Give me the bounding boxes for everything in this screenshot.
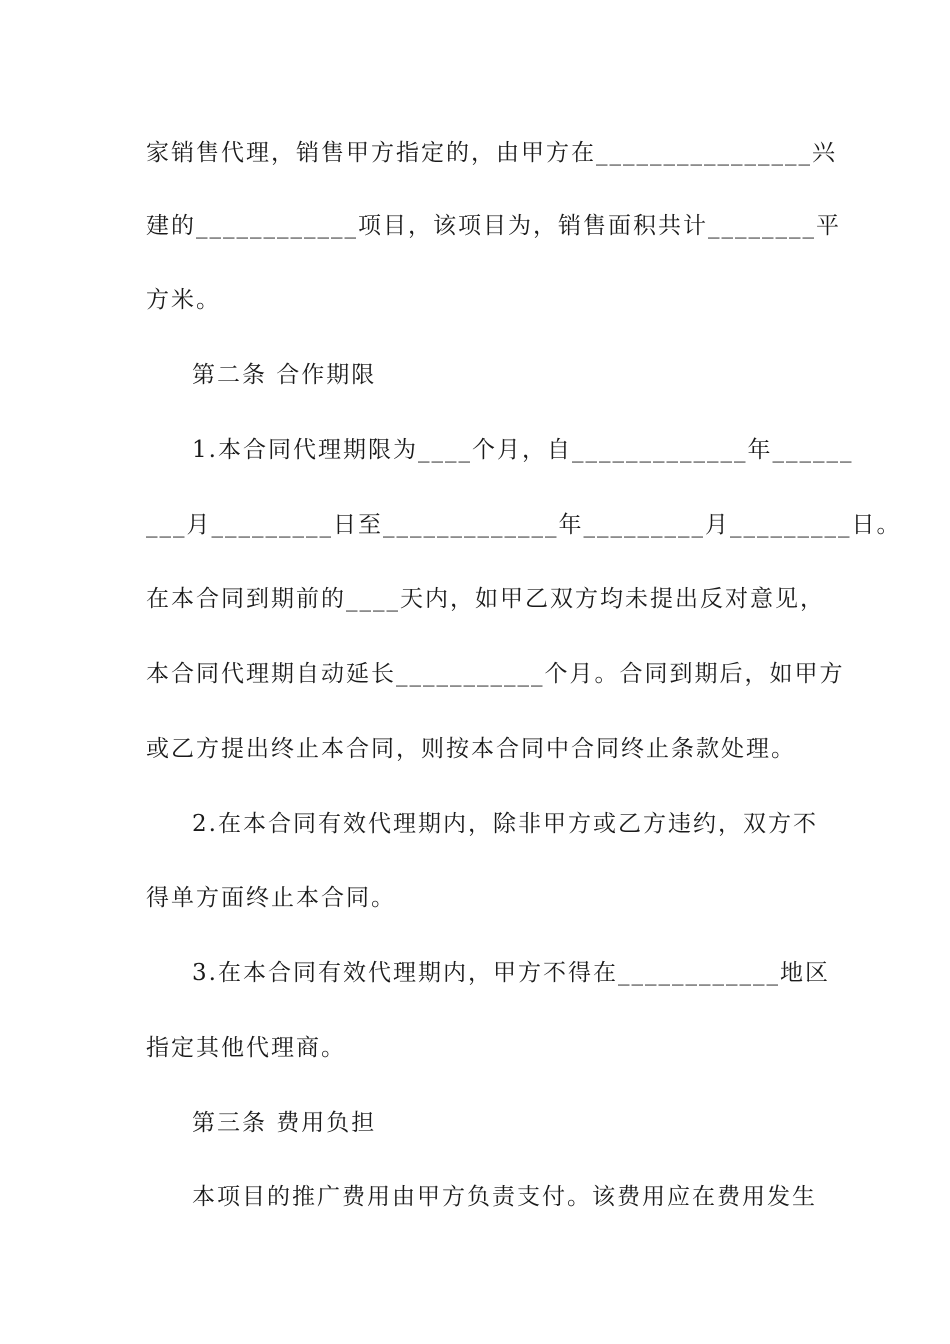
body-text-line: 本合同代理期自动延长___________个月。合同到期后，如甲方 — [146, 661, 845, 687]
section-heading: 第三条 费用负担 — [192, 1110, 377, 1136]
body-text-line: 或乙方提出终止本合同，则按本合同中合同终止条款处理。 — [146, 736, 796, 762]
body-text-line: 家销售代理，销售甲方指定的，由甲方在________________兴 — [146, 140, 837, 166]
body-text-line: 本项目的推广费用由甲方负责支付。该费用应在费用发生 — [192, 1184, 817, 1210]
body-text-line: ___月_________日至_____________年_________月_________日。 — [146, 512, 902, 538]
body-text-line: 在本合同到期前的____天内，如甲乙双方均未提出反对意见， — [146, 586, 825, 612]
body-text-line: 方米。 — [146, 287, 221, 313]
body-text-line: 3.在本合同有效代理期内，甲方不得在____________地区 — [192, 960, 830, 986]
body-text-line: 1.本合同代理期限为____个月，自_____________年______ — [192, 437, 854, 463]
body-text-line: 指定其他代理商。 — [146, 1035, 346, 1061]
body-text-line: 得单方面终止本合同。 — [146, 885, 396, 911]
body-text-line: 2.在本合同有效代理期内，除非甲方或乙方违约，双方不 — [192, 811, 818, 837]
section-heading: 第二条 合作期限 — [192, 362, 377, 388]
body-text-line: 建的____________项目，该项目为，销售面积共计________平 — [146, 213, 841, 239]
